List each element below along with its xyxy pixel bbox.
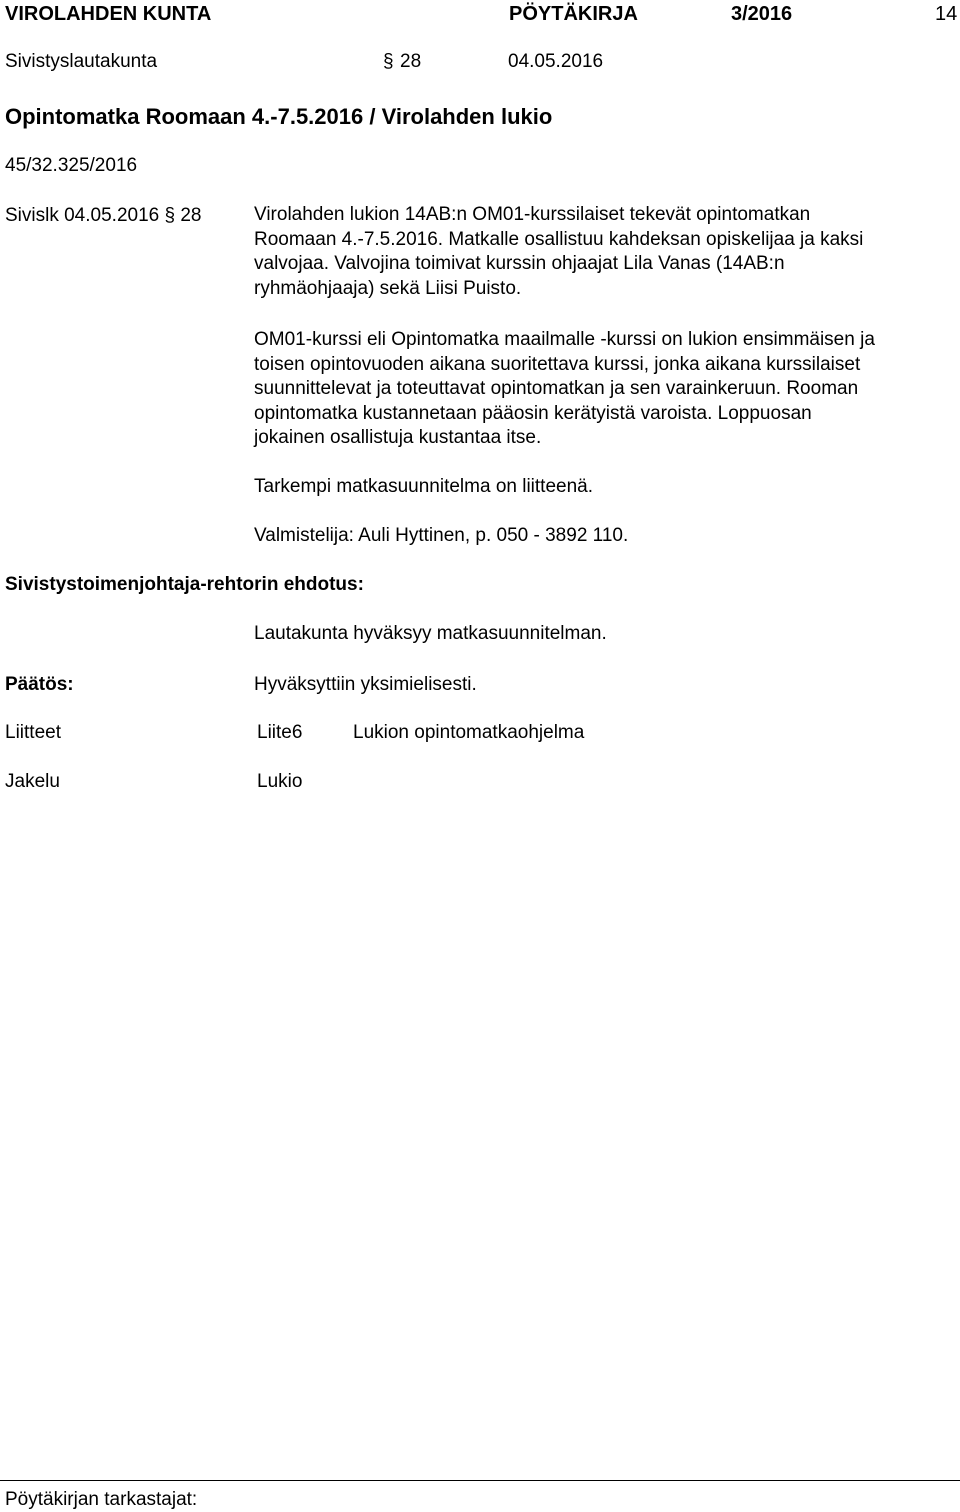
intro-paragraph — [254, 203, 954, 301]
document-number: 3/2016 — [731, 3, 793, 25]
description-line: suunnittelevat ja toteuttavat opintomatkan ja sen varainkeruun. Rooman — [254, 378, 859, 399]
footer-divider — [0, 1480, 960, 1481]
intro-line: Roomaan 4.-7.5.2016. Matkalle osallistuu kahdeksan opiskelijaa ja kaksi — [254, 228, 864, 250]
distribution-value: Lukio — [257, 771, 303, 792]
municipality-name: VIROLAHDEN KUNTA — [5, 3, 212, 25]
decision-label: Päätös: — [5, 674, 74, 695]
section-number: 28 — [400, 51, 422, 72]
reviewers-label: Pöytäkirjan tarkastajat: — [5, 1489, 198, 1510]
case-reference: 45/32.325/2016 — [5, 155, 138, 176]
attachments-label: Liitteet — [5, 722, 61, 743]
attachment-title: Lukion opintomatkaohjelma — [353, 722, 585, 743]
case-title: Opintomatka Roomaan 4.-7.5.2016 / Virolahden lukio — [5, 104, 553, 129]
description-line: opintomatka kustannetaan pääosin kerätyistä varoista. Loppuosan — [254, 402, 812, 424]
description-line: OM01-kurssi eli Opintomatka maailmalle -kurssi on lukion ensimmäisen ja — [254, 329, 875, 350]
description-line: toisen opintovuoden aikana suoritettava kurssi, jonka aikana kurssilaiset — [254, 353, 861, 375]
description-line: jokainen osallistuja kustantaa itse. — [254, 427, 542, 448]
page-number: 14 — [935, 3, 958, 25]
distribution-label: Jakelu — [5, 771, 60, 792]
preparer-info: Valmistelija: Auli Hyttinen, p. 050 - 3892 110. — [254, 525, 629, 546]
proposal-label: Sivistystoimenjohtaja-rehtorin ehdotus: — [5, 574, 364, 595]
attachment-id: Liite6 — [257, 722, 303, 743]
proposal-text: Lautakunta hyväksyy matkasuunnitelman. — [254, 623, 607, 644]
history-label: Sivislk 04.05.2016 § 28 — [5, 205, 202, 226]
meeting-date: 04.05.2016 — [508, 51, 604, 72]
intro-line: valvojaa. Valvojina toimivat kurssin ohjaajat Lila Vanas (14AB:n — [254, 253, 785, 274]
attachment-note: Tarkempi matkasuunnitelma on liitteenä. — [254, 476, 594, 497]
section-symbol: § — [383, 51, 394, 72]
board-name: Sivistyslautakunta — [5, 51, 158, 72]
document-type: PÖYTÄKIRJA — [509, 3, 638, 25]
description-paragraph — [254, 328, 954, 451]
intro-line: Virolahden lukion 14AB:n OM01-kurssilaiset tekevät opintomatkan — [254, 204, 811, 225]
decision-text: Hyväksyttiin yksimielisesti. — [254, 674, 477, 695]
intro-line: ryhmäohjaaja) sekä Liisi Puisto. — [254, 277, 522, 299]
